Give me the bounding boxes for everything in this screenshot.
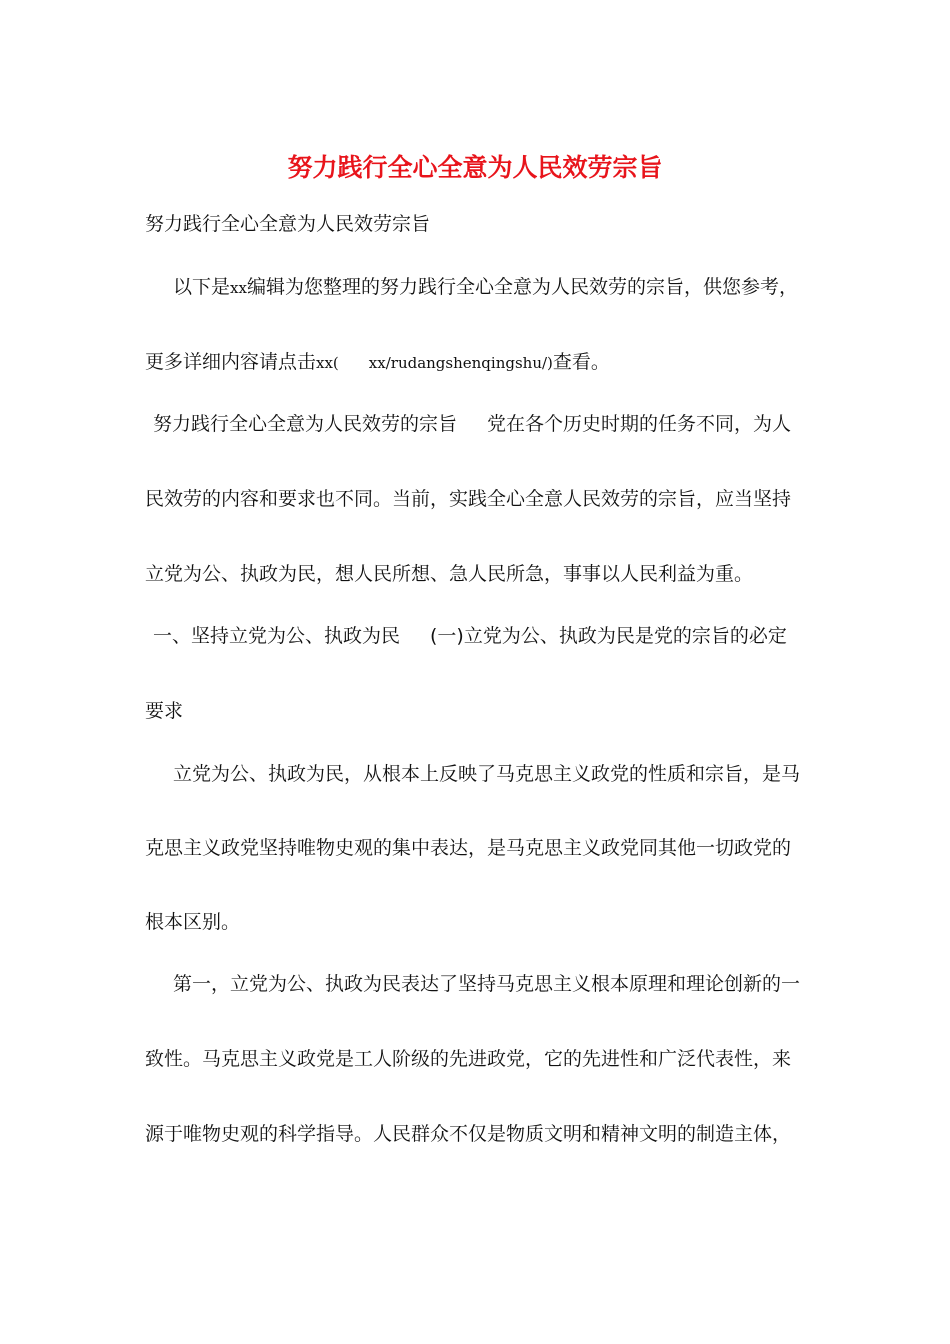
p3-line-2: 致性。马克思主义政党是工人阶级的先进政党，它的先进性和广泛代表性，来 xyxy=(145,1048,792,1070)
p2-line-2: 克思主义政党坚持唯物史观的集中表达，是马克思主义政党同其他一切政党的 xyxy=(145,837,792,859)
intro-link-path[interactable]: xx/rudangshenqingshu/) xyxy=(368,354,553,372)
intro-xx: xx xyxy=(230,279,247,297)
section1-heading: 一、坚持立党为公、执政为民 xyxy=(153,625,401,647)
p1-line-2: 民效劳的内容和要求也不同。当前，实践全心全意人民效劳的宗旨，应当坚持 xyxy=(145,488,792,510)
intro-line-1 xyxy=(173,273,798,302)
p2-line-1: 立党为公、执政为民，从根本上反映了马克思主义政党的性质和宗旨，是马 xyxy=(173,763,801,785)
intro-text-1: 以下是 xyxy=(173,276,231,298)
p1-line-3: 立党为公、执政为民，想人民所想、急人民所急，事事以人民利益为重。 xyxy=(145,563,754,585)
p1-heading: 努力践行全心全意为人民效劳的宗旨 xyxy=(153,413,458,435)
p3-line-3: 源于唯物史观的科学指导。人民群众不仅是物质文明和精神文明的制造主体， xyxy=(145,1123,792,1145)
intro-line-2 xyxy=(145,348,610,377)
intro-text-3: 更多详细内容请点击 xyxy=(145,351,317,373)
document-subtitle: 努力践行全心全意为人民效劳宗旨 xyxy=(145,213,431,235)
document-title: 努力践行全心全意为人民效劳宗旨 xyxy=(287,153,663,182)
section1-line-1 xyxy=(153,622,787,650)
intro-text-4: 查看。 xyxy=(552,351,610,373)
p1-text-1: 党在各个历史时期的任务不同，为人 xyxy=(487,413,792,435)
p1-line-1 xyxy=(153,410,791,438)
section1-line-2: 要求 xyxy=(145,700,184,722)
p3-line-1: 第一，立党为公、执政为民表达了坚持马克思主义根本原理和理论创新的一 xyxy=(173,973,801,995)
intro-text-2: 编辑为您整理的努力践行全心全意为人民效劳的宗旨，供您参考， xyxy=(246,276,798,298)
p2-line-3: 根本区别。 xyxy=(145,911,241,933)
intro-link-prefix[interactable]: xx( xyxy=(316,354,339,372)
section1-sub-1: (一)立党为公、执政为民是党的宗旨的必定 xyxy=(430,625,787,647)
